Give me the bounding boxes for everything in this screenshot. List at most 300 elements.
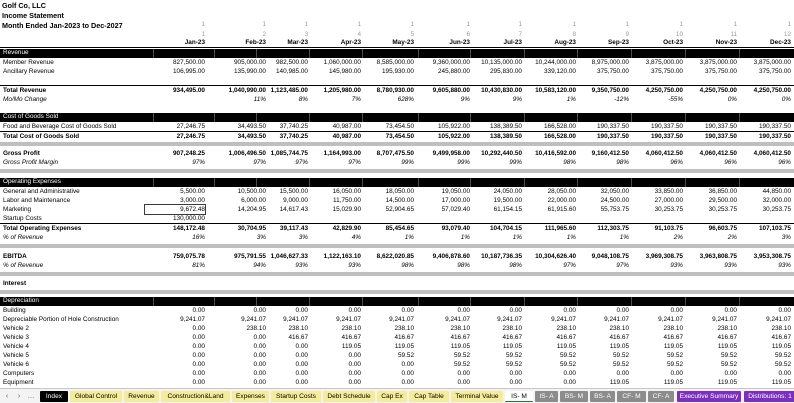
value-cell[interactable]: 0.00 [295,307,308,314]
value-cell[interactable]: 245,880.00 [438,68,470,75]
value-cell[interactable]: 934,495.00 [173,87,205,94]
cell-col-4[interactable]: Apr-23 [340,39,361,46]
value-cell[interactable]: 18,050.00 [385,188,414,195]
value-cell[interactable]: 238.10 [246,325,266,332]
value-cell[interactable]: 8,585,000.00 [376,59,414,66]
value-cell[interactable]: 0.00 [192,343,205,350]
value-cell[interactable]: 0.00 [509,307,522,314]
cell-col-10[interactable]: 1 [679,21,683,28]
value-cell[interactable]: 0.00 [253,370,266,377]
cell-col-12[interactable]: Dec-23 [770,39,791,46]
value-cell[interactable]: 9,605,880.00 [432,87,470,94]
value-cell[interactable]: 119.05 [609,379,629,386]
sheet-tab-construction-land[interactable]: Construction&Land [161,391,230,402]
value-cell[interactable]: 416.67 [450,334,470,341]
value-cell[interactable]: 0.00 [401,370,414,377]
value-cell[interactable]: 190,337.50 [759,133,791,140]
value-cell[interactable]: 59.52 [454,361,470,368]
value-cell[interactable]: 4,060,412.50 [753,150,791,157]
value-cell[interactable]: 97% [253,159,266,166]
value-cell[interactable]: 30,253.75 [762,206,791,213]
value-cell[interactable]: 3,875,000.00 [699,59,737,66]
value-cell[interactable]: 375,750.00 [597,68,629,75]
value-cell[interactable]: 98% [563,159,576,166]
sheet-tab-cf-m[interactable]: CF- M [617,391,646,402]
value-cell[interactable]: 238.10 [341,325,361,332]
value-cell[interactable]: 39,117.43 [279,225,308,232]
value-cell[interactable]: 9,241.07 [551,316,576,323]
value-cell[interactable]: 11% [253,96,266,103]
cell-col-2[interactable]: 2 [262,31,266,38]
value-cell[interactable]: 138,389.50 [490,133,522,140]
value-cell[interactable]: 0.00 [253,352,266,359]
value-cell[interactable]: 416.67 [502,334,522,341]
value-cell[interactable]: 1% [404,234,414,241]
value-cell[interactable]: 4,060,412.50 [645,150,683,157]
value-cell[interactable]: 0.00 [616,370,629,377]
value-cell[interactable]: 55,753.75 [600,206,629,213]
value-cell[interactable]: 106,995.00 [173,68,205,75]
value-cell[interactable]: 73,454.50 [385,133,414,140]
value-cell[interactable]: 0.00 [670,370,683,377]
value-cell[interactable]: 119.05 [341,343,361,350]
cell-col-7[interactable]: Jul-23 [503,39,522,46]
value-cell[interactable]: 59.52 [506,361,522,368]
value-cell[interactable]: 1,040,990.00 [228,87,266,94]
value-cell[interactable]: 119.05 [609,343,629,350]
value-cell[interactable]: 0.00 [253,343,266,350]
value-cell[interactable]: 0.00 [457,379,470,386]
row-label[interactable]: Labor and Maintenance [3,197,71,204]
value-cell[interactable]: 97% [348,159,361,166]
value-cell[interactable]: 27,000.00 [654,197,683,204]
cell-col-9[interactable]: 1 [625,21,629,28]
value-cell[interactable]: 10,416,592.00 [535,150,576,157]
value-cell[interactable]: 0.00 [401,379,414,386]
sheet-tab-global-control[interactable]: Global Control [70,391,122,402]
value-cell[interactable]: 238.10 [450,325,470,332]
value-cell[interactable]: 416.67 [288,334,308,341]
value-cell[interactable]: 416.67 [609,334,629,341]
value-cell[interactable]: 97% [616,262,629,269]
value-cell[interactable]: 8,780,930.00 [376,87,414,94]
value-cell[interactable]: 6,000.00 [241,197,266,204]
cell-col-8[interactable]: Aug-23 [554,39,576,46]
value-cell[interactable]: 15,500.00 [279,188,308,195]
cell-col-3[interactable]: Mar-23 [287,39,308,46]
value-cell[interactable]: 1,085,744.75 [270,150,308,157]
value-cell[interactable]: 238.10 [717,325,737,332]
value-cell[interactable]: 9,241.07 [445,316,470,323]
cell-col-1[interactable]: 1 [201,31,205,38]
value-cell[interactable]: 3,875,000.00 [753,59,791,66]
value-cell[interactable]: 59.52 [775,352,791,359]
cell-col-6[interactable]: 1 [466,21,470,28]
value-cell[interactable]: 97% [295,159,308,166]
value-cell[interactable]: 195,930.00 [382,68,414,75]
value-cell[interactable]: 3,000.00 [180,197,205,204]
value-cell[interactable]: 10,583,120.00 [535,87,576,94]
row-label[interactable]: Building [3,307,26,314]
value-cell[interactable]: 105,922.00 [438,133,470,140]
row-label[interactable]: Mo/Mo Change [3,96,47,103]
value-cell[interactable]: 238.10 [394,325,414,332]
value-cell[interactable]: 0.00 [192,379,205,386]
value-cell[interactable]: 3,969,308.75 [645,253,683,260]
value-cell[interactable]: 96% [778,159,791,166]
value-cell[interactable]: 148,172.48 [173,225,205,232]
value-cell[interactable]: 98% [457,262,470,269]
cell-col-7[interactable]: 1 [518,21,522,28]
value-cell[interactable]: 238.10 [288,325,308,332]
sheet-tab-terminal-value[interactable]: Terminal Value [451,391,503,402]
value-cell[interactable]: 98% [509,262,522,269]
value-cell[interactable]: 40,987.00 [332,133,361,140]
row-label[interactable]: General and Administrative [3,188,80,195]
value-cell[interactable]: 59.52 [721,352,737,359]
value-cell[interactable]: 0% [727,96,737,103]
value-cell[interactable]: 0.00 [253,379,266,386]
value-cell[interactable]: 190,337.50 [759,123,791,130]
value-cell[interactable]: 119.05 [717,379,737,386]
value-cell[interactable]: 73,454.50 [385,123,414,130]
sheet-tab-distributions-1[interactable]: Distributions: 1 [744,391,794,402]
cell-col-3[interactable]: 3 [304,31,308,38]
value-cell[interactable]: 119.05 [771,379,791,386]
value-cell[interactable]: 3% [781,234,791,241]
section-header-revenue[interactable] [0,49,794,58]
value-cell[interactable]: 0.00 [295,361,308,368]
value-cell[interactable]: 9,406,878.60 [432,253,470,260]
row-label[interactable]: Computers [3,370,35,377]
value-cell[interactable]: 0.00 [192,352,205,359]
value-cell[interactable]: 3,953,308.75 [753,253,791,260]
value-cell[interactable]: 0.00 [563,307,576,314]
value-cell[interactable]: 8% [298,96,308,103]
value-cell[interactable]: 34,493.50 [237,123,266,130]
cell-col-4[interactable]: 4 [357,31,361,38]
value-cell[interactable]: 10,500.00 [237,188,266,195]
value-cell[interactable]: 9,360,000.00 [432,59,470,66]
value-cell[interactable]: 0.00 [348,370,361,377]
row-label[interactable]: Total Cost of Goods Sold [3,133,80,140]
value-cell[interactable]: 416.67 [771,334,791,341]
value-cell[interactable]: 97% [563,262,576,269]
value-cell[interactable]: 14,617.43 [279,206,308,213]
cell-col-1[interactable]: 1 [201,21,205,28]
value-cell[interactable]: 99% [509,159,522,166]
value-cell[interactable]: 59.52 [560,352,576,359]
value-cell[interactable]: 9,048,108.75 [591,253,629,260]
value-cell[interactable]: 27,246.75 [176,133,205,140]
value-cell[interactable]: 9,499,958.00 [432,150,470,157]
value-cell[interactable]: 0.00 [295,370,308,377]
value-cell[interactable]: 0.00 [348,379,361,386]
value-cell[interactable]: 22,000.00 [547,197,576,204]
value-cell[interactable]: 1% [460,234,470,241]
value-cell[interactable]: 190,337.50 [651,133,683,140]
value-cell[interactable]: 0% [781,96,791,103]
value-cell[interactable]: 0.00 [778,307,791,314]
cell-col-1[interactable]: Jan-23 [184,39,205,46]
value-cell[interactable]: 140,985.00 [276,68,308,75]
value-cell[interactable]: 375,750.00 [759,68,791,75]
value-cell[interactable]: 1% [512,234,522,241]
value-cell[interactable]: -55% [668,96,683,103]
value-cell[interactable]: 1% [566,96,576,103]
next-sheet-icon[interactable]: › [17,393,21,400]
value-cell[interactable]: 8,622,020.85 [376,253,414,260]
cell-col-2[interactable]: Feb-23 [245,39,266,46]
value-cell[interactable]: 3,875,000.00 [645,59,683,66]
value-cell[interactable]: 0.00 [616,307,629,314]
value-cell[interactable]: 0.00 [253,334,266,341]
cell-col-9[interactable]: Sep-23 [608,39,629,46]
cell-col-3[interactable]: 1 [304,21,308,28]
value-cell[interactable]: 0.00 [401,361,414,368]
sheet-tab-index[interactable]: Index [40,391,68,402]
value-cell[interactable]: 29,500.00 [708,197,737,204]
row-label[interactable]: Equipment [3,379,34,386]
value-cell[interactable]: 30,253.75 [654,206,683,213]
value-cell[interactable]: 190,337.50 [651,123,683,130]
value-cell[interactable]: 119.05 [771,343,791,350]
value-cell[interactable]: 5,500.00 [180,188,205,195]
row-label[interactable]: Depreciable Portion of Hole Construction [3,316,119,323]
value-cell[interactable]: 59.52 [560,361,576,368]
value-cell[interactable]: 4% [351,234,361,241]
value-cell[interactable]: 3% [298,234,308,241]
value-cell[interactable]: 982,500.00 [276,59,308,66]
value-cell[interactable]: 9,241.07 [336,316,361,323]
value-cell[interactable]: 0.00 [348,361,361,368]
value-cell[interactable]: 40,987.00 [332,123,361,130]
value-cell[interactable]: 0.00 [724,307,737,314]
value-cell[interactable]: 238.10 [609,325,629,332]
value-cell[interactable]: 295,830.00 [490,68,522,75]
value-cell[interactable]: 8,707,475.50 [376,150,414,157]
value-cell[interactable]: 96% [670,159,683,166]
cell-col-5[interactable]: 1 [410,21,414,28]
value-cell[interactable]: 1% [566,234,576,241]
value-cell[interactable]: 14,204.95 [237,206,266,213]
value-cell[interactable]: 3% [256,234,266,241]
value-cell[interactable]: 1,046,627.33 [270,253,308,260]
value-cell[interactable]: 34,493.50 [237,133,266,140]
value-cell[interactable]: 16% [192,234,205,241]
value-cell[interactable]: 119.05 [663,379,683,386]
value-cell[interactable]: 1,123,485.00 [270,87,308,94]
value-cell[interactable]: 32,050.00 [600,188,629,195]
value-cell[interactable]: 190,337.50 [597,133,629,140]
value-cell[interactable]: 9,241.07 [604,316,629,323]
value-cell[interactable]: 96,603.75 [708,225,737,232]
value-cell[interactable]: 33,850.00 [654,188,683,195]
value-cell[interactable]: 1,060,000.00 [323,59,361,66]
cell-col-6[interactable]: 6 [466,31,470,38]
value-cell[interactable]: 28,050.00 [547,188,576,195]
cell-col-11[interactable]: 11 [730,31,737,38]
row-label[interactable]: Gross Profit [3,150,40,157]
section-header-opex[interactable] [0,178,794,187]
value-cell[interactable]: 36,850.00 [708,188,737,195]
value-cell[interactable]: 4,250,750.00 [699,87,737,94]
value-cell[interactable]: 4,250,750.00 [645,87,683,94]
value-cell[interactable]: 57,029.40 [441,206,470,213]
cell-col-9[interactable]: 9 [625,31,629,38]
value-cell[interactable]: 416.67 [663,334,683,341]
row-label[interactable]: Startup Costs [3,215,42,222]
value-cell[interactable]: 94% [253,262,266,269]
value-cell[interactable]: 1,164,993.00 [323,150,361,157]
value-cell[interactable]: 10,304,626.40 [535,253,576,260]
value-cell[interactable]: 42,829.90 [332,225,361,232]
value-cell[interactable]: 93% [724,262,737,269]
value-cell[interactable]: 905,000.00 [234,59,266,66]
value-cell[interactable]: 2% [673,234,683,241]
value-cell[interactable]: 130,000.00 [173,215,205,222]
value-cell[interactable]: 238.10 [663,325,683,332]
value-cell[interactable]: 0.00 [778,370,791,377]
cell-col-8[interactable]: 8 [572,31,576,38]
row-label[interactable]: Marketing [3,206,32,213]
row-label[interactable]: Member Revenue [3,59,54,66]
value-cell[interactable]: 24,500.00 [600,197,629,204]
value-cell[interactable]: 119.05 [556,343,576,350]
value-cell[interactable]: 24,050.00 [493,188,522,195]
value-cell[interactable]: 10,187,736.35 [481,253,522,260]
cell-col-2[interactable]: 1 [262,21,266,28]
sheet-tab-cap-ex[interactable]: Cap Ex [377,391,407,402]
value-cell[interactable]: 107,103.75 [759,225,791,232]
value-cell[interactable]: 119.05 [450,343,470,350]
section-header-cogs[interactable] [0,113,794,122]
value-cell[interactable]: 1,122,163.10 [323,253,361,260]
value-cell[interactable]: 91,103.75 [654,225,683,232]
value-cell[interactable]: 0.00 [295,379,308,386]
row-label[interactable]: Food and Beverage Cost of Goods Sold [3,123,117,130]
cell-col-7[interactable]: 7 [518,31,522,38]
sheet-tab-is-m[interactable]: IS- M [505,391,533,402]
cell-col-8[interactable]: 1 [572,21,576,28]
sheet-tab-bs-a[interactable]: BS- A [590,391,615,402]
value-cell[interactable]: 30,253.75 [708,206,737,213]
value-cell[interactable]: 339,120.00 [544,68,576,75]
value-cell[interactable]: 145,980.00 [329,68,361,75]
value-cell[interactable]: 98% [401,262,414,269]
value-cell[interactable]: 9,241.07 [658,316,683,323]
value-cell[interactable]: 32,000.00 [762,197,791,204]
sheet-tab-cap-table[interactable]: Cap Table [409,391,449,402]
value-cell[interactable]: 9,350,750.00 [591,87,629,94]
value-cell[interactable]: 9% [460,96,470,103]
value-cell[interactable]: 4,250,750.00 [753,87,791,94]
sheet-tab-debt-schedule[interactable]: Debt Schedule [323,391,375,402]
value-cell[interactable]: 0.00 [348,307,361,314]
row-label[interactable]: Vehicle 6 [3,361,29,368]
value-cell[interactable]: 10,430,830.00 [481,87,522,94]
value-cell[interactable]: 93% [348,262,361,269]
cell-col-12[interactable]: 1 [787,21,791,28]
value-cell[interactable]: 85,454.65 [385,225,414,232]
value-cell[interactable]: 81% [192,262,205,269]
sheet-tab-startup-costs[interactable]: Startup Costs [271,391,321,402]
value-cell[interactable]: 628% [397,96,414,103]
section-header-depreciation[interactable] [0,297,794,306]
value-cell[interactable]: 105,922.00 [438,123,470,130]
value-cell[interactable]: 9,241.07 [180,316,205,323]
value-cell[interactable]: 827,500.00 [173,59,205,66]
cell-col-11[interactable]: Nov-23 [715,39,737,46]
value-cell[interactable]: 238.10 [502,325,522,332]
value-cell[interactable]: 98% [616,159,629,166]
value-cell[interactable]: 0.00 [509,370,522,377]
value-cell[interactable]: 166,528.00 [544,133,576,140]
value-cell[interactable]: 1% [619,234,629,241]
value-cell[interactable]: 166,528.00 [544,123,576,130]
value-cell[interactable]: 61,154.15 [493,206,522,213]
value-cell[interactable]: 7% [351,96,361,103]
value-cell[interactable]: 0.00 [192,334,205,341]
value-cell[interactable]: 9% [512,96,522,103]
value-cell[interactable]: 0.00 [457,370,470,377]
value-cell[interactable]: 135,990.00 [234,68,266,75]
value-cell[interactable]: 907,248.25 [173,150,205,157]
value-cell[interactable]: 14,500.00 [385,197,414,204]
value-cell[interactable]: 9,241.07 [389,316,414,323]
row-label[interactable]: Vehicle 3 [3,334,29,341]
row-label[interactable]: Total Operating Expenses [3,225,82,232]
row-label[interactable]: % of Revenue [3,234,44,241]
value-cell[interactable]: 190,337.50 [597,123,629,130]
value-cell[interactable]: 0.00 [348,352,361,359]
value-cell[interactable]: 9,672.48 [145,205,205,214]
value-cell[interactable]: 416.67 [717,334,737,341]
more-sheets-icon[interactable]: … [27,393,35,400]
value-cell[interactable]: 19,500.00 [493,197,522,204]
value-cell[interactable]: 59.52 [721,361,737,368]
cell-col-4[interactable]: 1 [357,21,361,28]
sheet-tab-cf-a[interactable]: CF- A [648,391,674,402]
value-cell[interactable]: 8,975,000.00 [591,59,629,66]
value-cell[interactable]: 0.00 [192,361,205,368]
value-cell[interactable]: 0.00 [670,307,683,314]
value-cell[interactable]: 93% [670,262,683,269]
value-cell[interactable]: 9,241.07 [712,316,737,323]
value-cell[interactable]: 19,050.00 [441,188,470,195]
value-cell[interactable]: 59.52 [613,352,629,359]
value-cell[interactable]: 93% [295,262,308,269]
value-cell[interactable]: 93% [778,262,791,269]
value-cell[interactable]: 416.67 [341,334,361,341]
value-cell[interactable]: 16,050.00 [332,188,361,195]
value-cell[interactable]: 10,244,000.00 [535,59,576,66]
value-cell[interactable]: 9,241.07 [766,316,791,323]
value-cell[interactable]: 0.00 [253,307,266,314]
value-cell[interactable]: 0.00 [295,343,308,350]
sheet-tab-revenue[interactable]: Revenue [124,391,159,402]
value-cell[interactable]: 416.67 [556,334,576,341]
value-cell[interactable]: 0.00 [563,370,576,377]
row-label[interactable]: Interest [3,280,27,287]
value-cell[interactable]: 238.10 [771,325,791,332]
cell-col-5[interactable]: 5 [410,31,414,38]
value-cell[interactable]: 375,750.00 [705,68,737,75]
value-cell[interactable]: 59.52 [775,361,791,368]
value-cell[interactable]: 119.05 [502,343,522,350]
value-cell[interactable]: 190,337.50 [705,123,737,130]
value-cell[interactable]: 59.52 [667,352,683,359]
